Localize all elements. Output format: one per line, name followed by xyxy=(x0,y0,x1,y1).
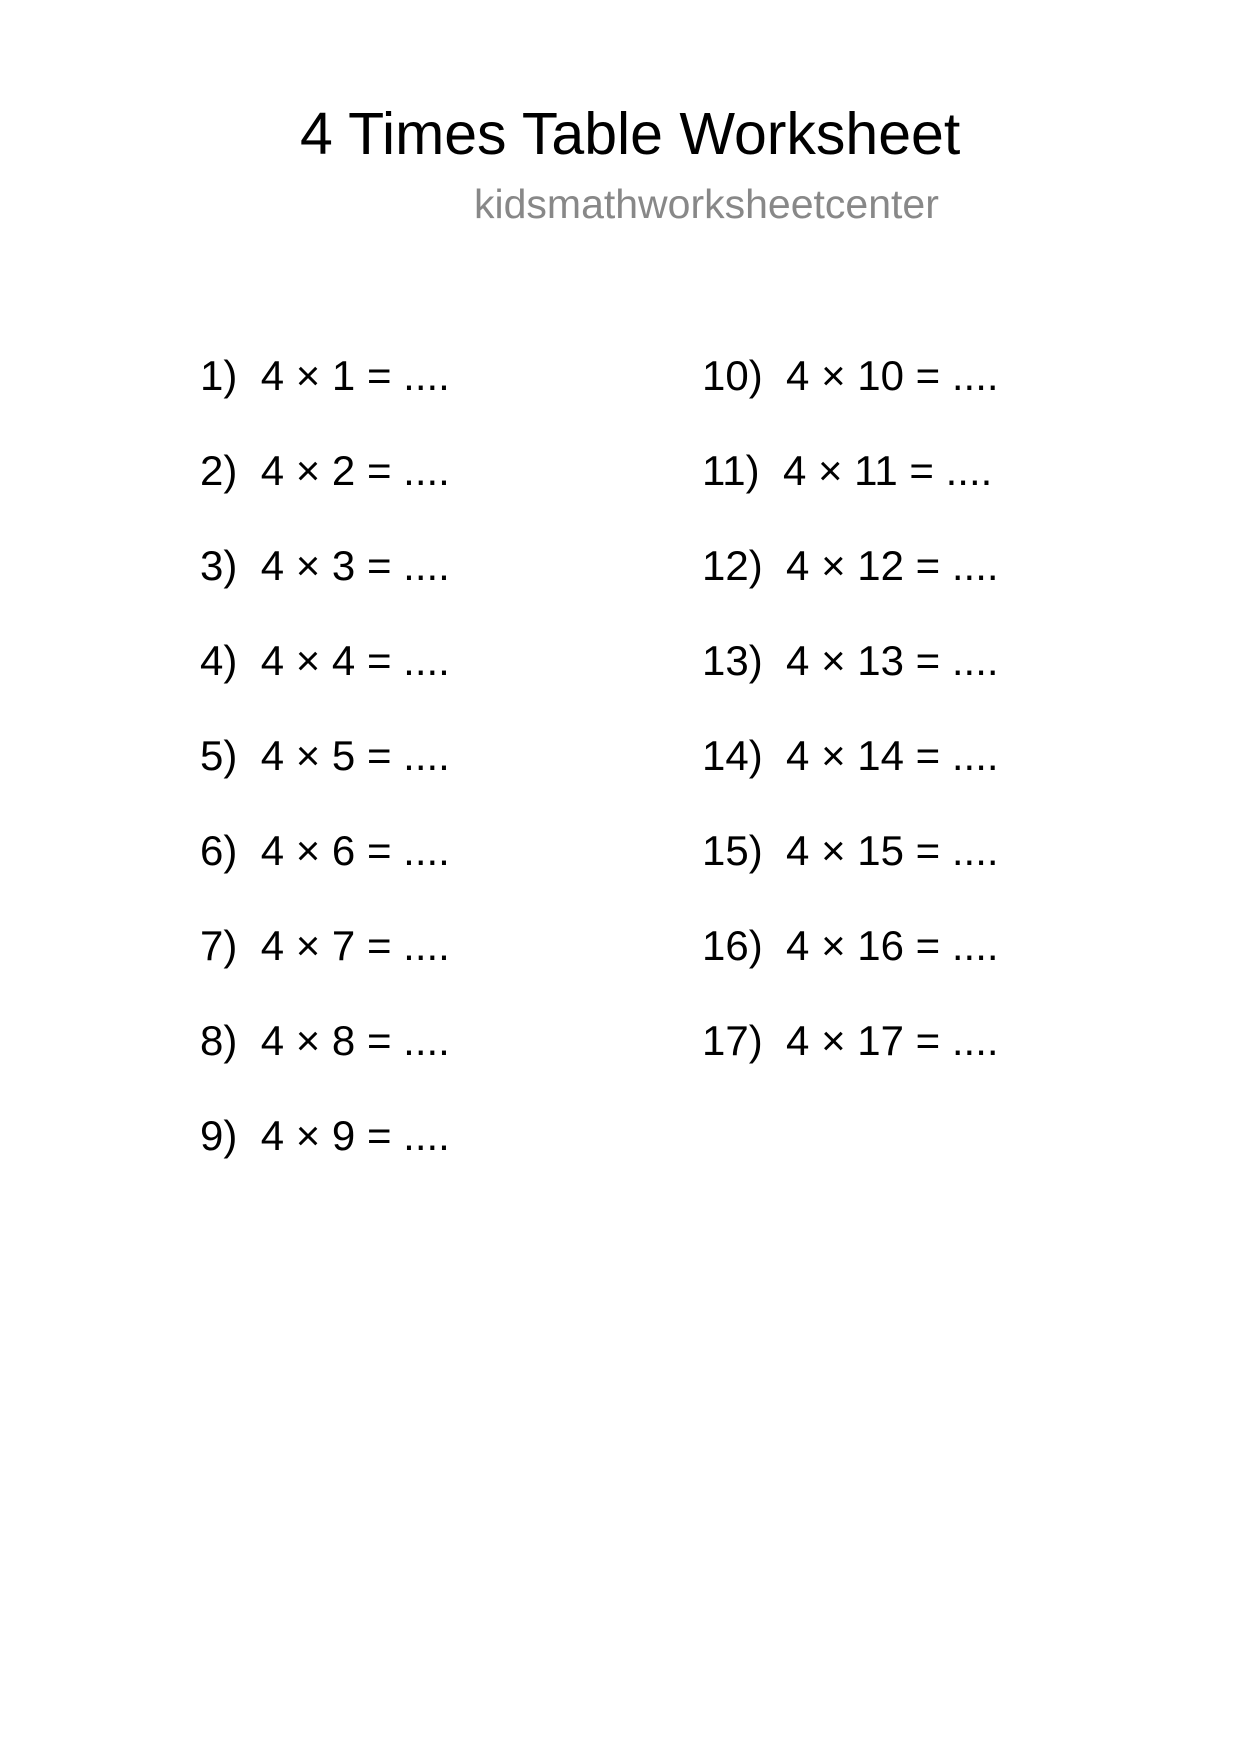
problem-number: 8) xyxy=(200,1017,238,1064)
problem-item xyxy=(200,445,450,540)
problem-expression: 4 × 15 = .... xyxy=(786,827,999,874)
problem-item xyxy=(200,350,450,445)
problem-number: 17) xyxy=(702,1017,763,1064)
problem-item xyxy=(702,920,999,1015)
site-watermark: kidsmathworksheetcenter xyxy=(474,181,939,227)
problem-item xyxy=(702,1015,999,1110)
problem-number: 1) xyxy=(200,352,238,399)
problem-number: 11) xyxy=(702,447,760,494)
problem-expression: 4 × 9 = .... xyxy=(260,1112,450,1159)
problem-number: 9) xyxy=(200,1112,238,1159)
problem-number: 3) xyxy=(200,542,238,589)
problem-item xyxy=(702,350,999,445)
problem-expression: 4 × 12 = .... xyxy=(786,542,999,589)
problem-item xyxy=(702,445,999,540)
problem-expression: 4 × 1 = .... xyxy=(260,352,450,399)
problem-expression: 4 × 10 = .... xyxy=(786,352,999,399)
problem-expression: 4 × 13 = .... xyxy=(786,637,999,684)
problem-expression: 4 × 7 = .... xyxy=(260,922,450,969)
problem-item xyxy=(702,635,999,730)
problem-number: 14) xyxy=(702,732,763,779)
problems-right-column xyxy=(702,350,999,1110)
problem-expression: 4 × 4 = .... xyxy=(260,637,450,684)
problem-number: 13) xyxy=(702,637,763,684)
problem-expression: 4 × 17 = .... xyxy=(786,1017,999,1064)
problem-item xyxy=(200,920,450,1015)
problem-expression: 4 × 3 = .... xyxy=(260,542,450,589)
problems-left-column xyxy=(200,350,450,1205)
problem-number: 12) xyxy=(702,542,763,589)
problem-number: 4) xyxy=(200,637,238,684)
problem-expression: 4 × 2 = .... xyxy=(260,447,450,494)
problem-item xyxy=(200,1015,450,1110)
problem-expression: 4 × 16 = .... xyxy=(786,922,999,969)
problem-number: 2) xyxy=(200,447,238,494)
problem-item xyxy=(200,635,450,730)
problem-number: 10) xyxy=(702,352,763,399)
problem-expression: 4 × 11 = .... xyxy=(782,447,993,494)
page-title: 4 Times Table Worksheet xyxy=(300,101,961,167)
problem-number: 15) xyxy=(702,827,763,874)
problem-item xyxy=(702,730,999,825)
problem-number: 5) xyxy=(200,732,238,779)
problem-item xyxy=(200,825,450,920)
problem-number: 7) xyxy=(200,922,238,969)
problem-item xyxy=(200,730,450,825)
problem-expression: 4 × 8 = .... xyxy=(260,1017,450,1064)
problem-number: 6) xyxy=(200,827,238,874)
problem-item xyxy=(200,540,450,635)
problem-item xyxy=(702,540,999,635)
problem-item xyxy=(200,1110,450,1205)
problem-expression: 4 × 5 = .... xyxy=(260,732,450,779)
problem-expression: 4 × 6 = .... xyxy=(260,827,450,874)
problem-expression: 4 × 14 = .... xyxy=(786,732,999,779)
problem-number: 16) xyxy=(702,922,763,969)
problem-item xyxy=(702,825,999,920)
